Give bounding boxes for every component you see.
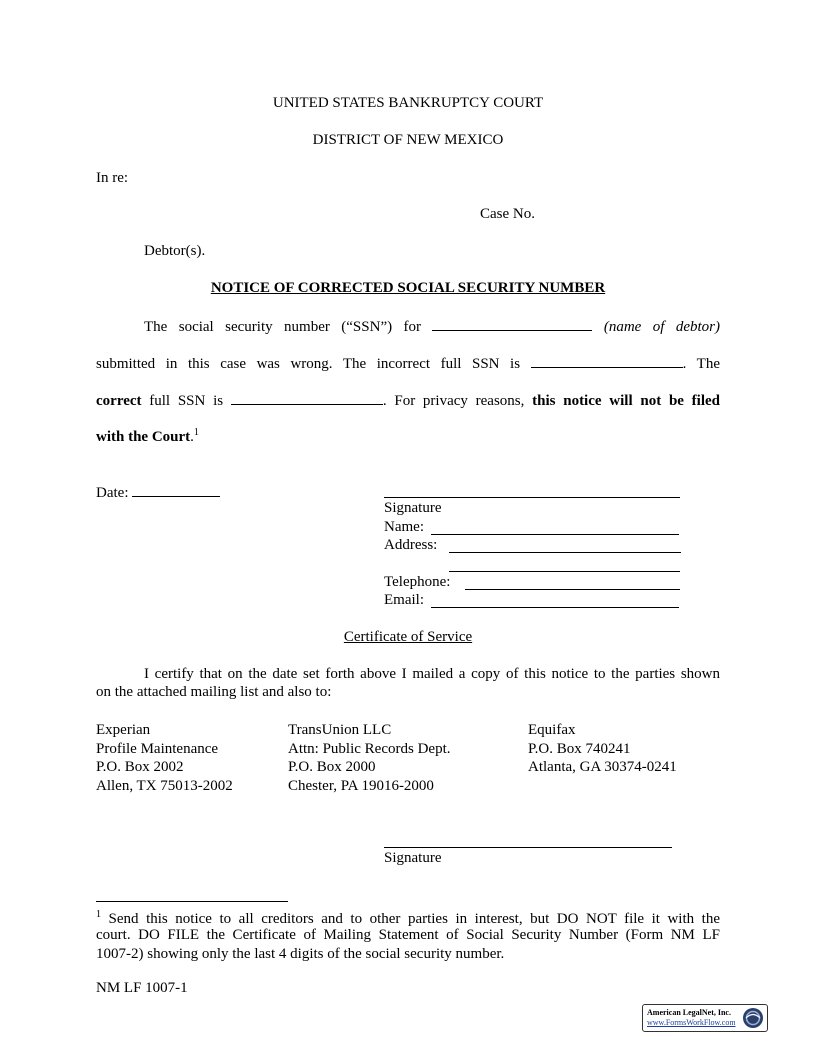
body-line-1: [144, 316, 720, 336]
debtor-name-blank[interactable]: [432, 316, 592, 331]
court-name: UNITED STATES BANKRUPTCY COURT: [272, 95, 544, 111]
footnote-line-3: 1007-2) showing only the last 4 digits of the social security number.: [96, 946, 505, 962]
address-line: Experian: [96, 722, 151, 738]
body-text: . For privacy reasons,: [382, 393, 525, 409]
footnote-reference: 1: [193, 427, 199, 438]
address-equifax: [528, 721, 677, 777]
case-no-label: Case No.: [480, 206, 535, 222]
body-text: The social security number (“SSN”) for: [144, 319, 422, 335]
footnote-separator: [96, 901, 288, 902]
address-line: P.O. Box 2002: [96, 759, 184, 775]
date-label: Date:: [96, 485, 129, 501]
address-line-2[interactable]: [449, 571, 680, 572]
name-of-debtor-hint: (name of debtor): [603, 319, 721, 335]
address-experian: [96, 721, 233, 795]
body-bold-text: with the Court: [96, 429, 191, 445]
date-field: [96, 482, 220, 502]
body-line-4: [96, 427, 199, 446]
address-line: TransUnion LLC: [288, 722, 392, 738]
address-line: Attn: Public Records Dept.: [288, 740, 451, 757]
notice-title: [0, 280, 816, 297]
form-id: NM LF 1007-1: [96, 980, 188, 996]
name-line[interactable]: [431, 534, 679, 535]
certificate-title: [0, 629, 816, 646]
certificate-line-1: I certify that on the date set forth above I mailed a copy of this notice to the parties shown: [144, 666, 720, 682]
signature-label: Signature: [384, 500, 442, 516]
body-text: . The: [682, 356, 721, 372]
name-label: Name:: [384, 519, 424, 535]
body-text: .: [190, 429, 194, 445]
address-line-1[interactable]: [449, 552, 681, 553]
signature-line[interactable]: [384, 497, 680, 498]
certificate-signature-line[interactable]: [384, 847, 672, 848]
in-re-label: In re:: [96, 170, 129, 186]
globe-icon: [742, 1007, 764, 1029]
body-bold-text: correct: [96, 393, 142, 409]
address-line: Allen, TX 75013-2002: [96, 777, 233, 794]
logo-url[interactable]: www.FormsWorkFlow.com: [647, 1018, 736, 1027]
certificate-signature-label: Signature: [384, 850, 442, 866]
footnote-mark: 1: [96, 909, 101, 920]
footnote-line-2: court. DO FILE the Certificate of Mailing Statement of Social Security Number (Form NM LF: [96, 927, 720, 943]
address-line: Profile Maintenance: [96, 740, 219, 757]
footnote-line-1: [96, 909, 720, 928]
email-line[interactable]: [431, 607, 679, 608]
address-line: Chester, PA 19016-2000: [288, 777, 434, 794]
telephone-line[interactable]: [465, 589, 680, 590]
telephone-label: Telephone:: [384, 574, 451, 590]
body-text: submitted in this case was wrong. The incorrect full SSN is: [96, 356, 521, 372]
address-line: Equifax: [528, 722, 576, 738]
american-legalnet-logo[interactable]: [642, 1004, 768, 1032]
email-label: Email:: [384, 592, 424, 608]
address-line: Atlanta, GA 30374-0241: [528, 759, 677, 775]
certificate-title-text: Certificate of Service: [343, 629, 473, 645]
body-line-3: [96, 390, 720, 410]
date-blank[interactable]: [132, 482, 220, 497]
address-line: P.O. Box 740241: [528, 740, 631, 757]
footnote-text: Send this notice to all creditors and to other parties in interest, but DO NOT file it with the: [108, 911, 721, 927]
district-name: DISTRICT OF NEW MEXICO: [312, 132, 504, 148]
debtors-label: Debtor(s).: [144, 243, 206, 259]
address-transunion: [288, 721, 450, 795]
address-label: Address:: [384, 537, 438, 553]
incorrect-ssn-blank[interactable]: [531, 353, 683, 368]
certificate-line-2: on the attached mailing list and also to:: [96, 684, 332, 700]
body-bold-text: this notice will not be filed: [532, 393, 721, 409]
address-line: P.O. Box 2000: [288, 759, 376, 775]
body-text: full SSN is: [149, 393, 224, 409]
correct-ssn-blank[interactable]: [231, 390, 383, 405]
body-line-2: [96, 353, 720, 373]
logo-company: American LegalNet, Inc.: [647, 1008, 731, 1017]
notice-title-text: NOTICE OF CORRECTED SOCIAL SECURITY NUMBER: [210, 280, 606, 296]
